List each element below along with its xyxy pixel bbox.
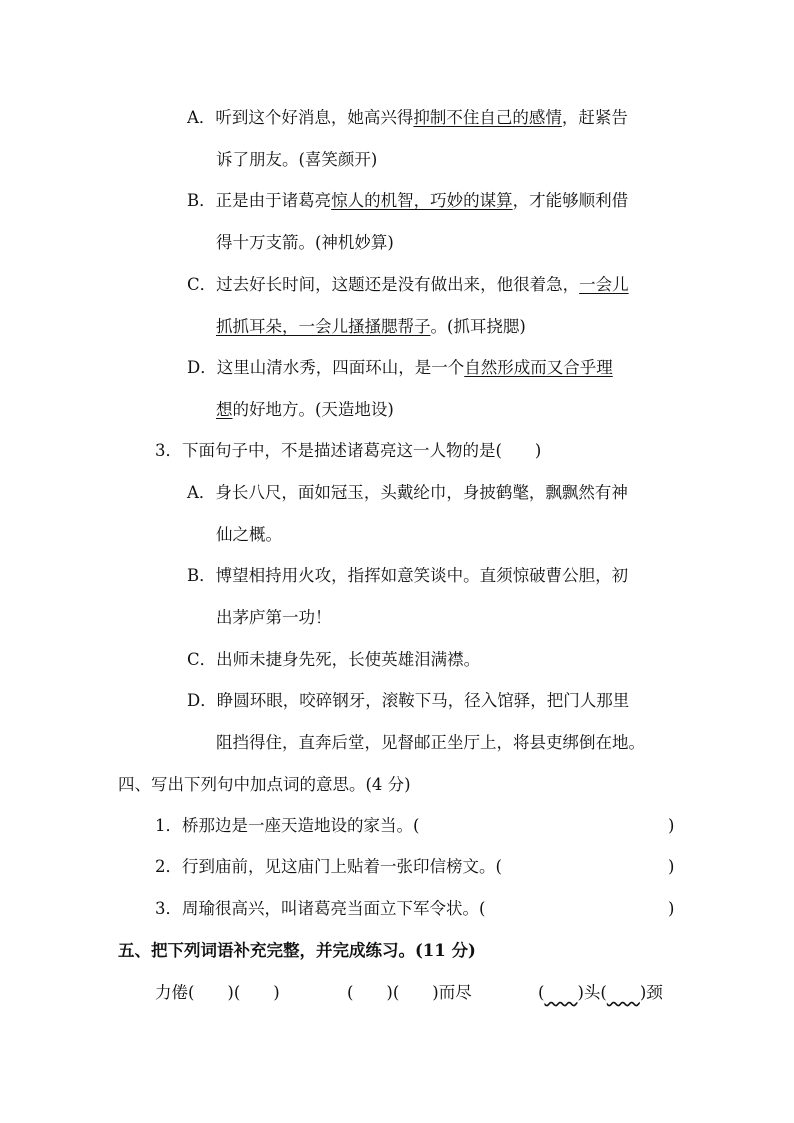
underlined-phrase: 抓抓耳朵，一会儿搔搔腮帮子 (216, 317, 431, 336)
option-label: D． (187, 358, 217, 377)
q2-option-b-line2: 得十万支箭。(神机妙算) (216, 233, 394, 252)
option-text: 过去好长时间，这题还是没有做出来，他很着急， (216, 275, 580, 294)
q2-option-a-line2: 诉了朋友。(喜笑颜开) (216, 150, 378, 169)
q2-option-d-line2 (216, 400, 394, 420)
section4-item-3: 3．周瑜很高兴，叫诸葛亮当面立下军令状。( (155, 899, 486, 918)
option-text: 身长八尺，面如冠玉，头戴纶巾，身披鹤氅，飘飘然有神 (215, 483, 628, 502)
blank-dotted (607, 983, 640, 1002)
word-text: )头( (577, 983, 607, 1002)
section4-item-1: 1．桥那边是一座天造地设的家当。( (155, 816, 420, 835)
underlined-phrase: 想 (216, 400, 233, 419)
option-label: B． (187, 191, 216, 210)
option-text: 博望相持用火攻，指挥如意笑谈中。直须惊破曹公胆，初 (215, 566, 629, 585)
underlined-phrase: 惊人的机智，巧妙的谋算 (331, 191, 513, 210)
q3-option-d-line1 (187, 691, 629, 711)
option-label: A． (187, 483, 216, 502)
section5-title: 五、把下列词语补充完整，并完成练习。(11 分) (118, 941, 476, 960)
option-label: B． (187, 566, 216, 585)
option-text: ，赶紧告 (561, 108, 628, 127)
q3-option-c-line1 (187, 650, 480, 670)
option-text: 的好地方。(天造地设) (232, 400, 394, 419)
section4-item-3-close: ) (668, 899, 675, 918)
underlined-phrase: 抑制不住自己的感情 (413, 108, 562, 127)
section5-word-3 (538, 983, 663, 1003)
section4-item-2: 2．行到庙前，见这庙门上贴着一张印信榜文。( (155, 857, 502, 876)
section5-word-1: 力倦( )( ) (155, 983, 280, 1002)
q3-option-a-line2: 仙之概。 (216, 525, 282, 544)
q3-option-b-line1 (187, 566, 628, 586)
option-text: 出师未捷身先死，长使英雄泪满襟。 (216, 650, 481, 669)
option-text: 听到这个好消息，她高兴得 (215, 108, 414, 127)
option-text: 睁圆环眼，咬碎钢牙，滚鞍下马，径入馆驿，把门人那里 (216, 691, 630, 710)
option-label: A． (187, 108, 216, 127)
option-text: 。(抓耳挠腮) (430, 317, 526, 336)
q3-stem: 3．下面句子中，不是描述诸葛亮这一人物的是( ) (155, 441, 542, 460)
q2-option-c-line2 (216, 317, 526, 337)
option-text: 这里山清水秀，四面环山，是一个 (216, 358, 465, 377)
q2-option-b-line1 (187, 191, 628, 211)
option-text: ，才能够顺利借 (512, 191, 629, 210)
q3-option-d-line2: 阻挡得住，直奔后堂，见督邮正坐厅上，将县吏绑倒在地。 (216, 733, 645, 752)
section5-word-2: ( )( )而尽 (347, 983, 472, 1002)
section4-title: 四、写出下列句中加点词的意思。(4 分) (118, 775, 411, 794)
q2-option-d-line1 (187, 358, 613, 378)
option-label: C． (187, 275, 217, 294)
underlined-phrase: 自然形成而又合乎理 (464, 358, 613, 377)
blank-dotted (544, 983, 577, 1002)
option-label: C． (187, 650, 217, 669)
q3-option-a-line1 (187, 483, 628, 503)
q2-option-a-line1 (187, 108, 628, 128)
option-text: 正是由于诸葛亮 (215, 191, 332, 210)
q2-option-c-line1 (187, 275, 629, 295)
q3-option-b-line2: 出茅庐第一功！ (216, 608, 332, 627)
paren: ( (538, 983, 545, 1002)
option-label: D． (187, 691, 217, 710)
word-text: )颈 (639, 983, 663, 1002)
section4-item-2-close: ) (668, 857, 675, 876)
underlined-phrase: 一会儿 (579, 275, 629, 294)
section4-item-1-close: ) (668, 816, 675, 835)
